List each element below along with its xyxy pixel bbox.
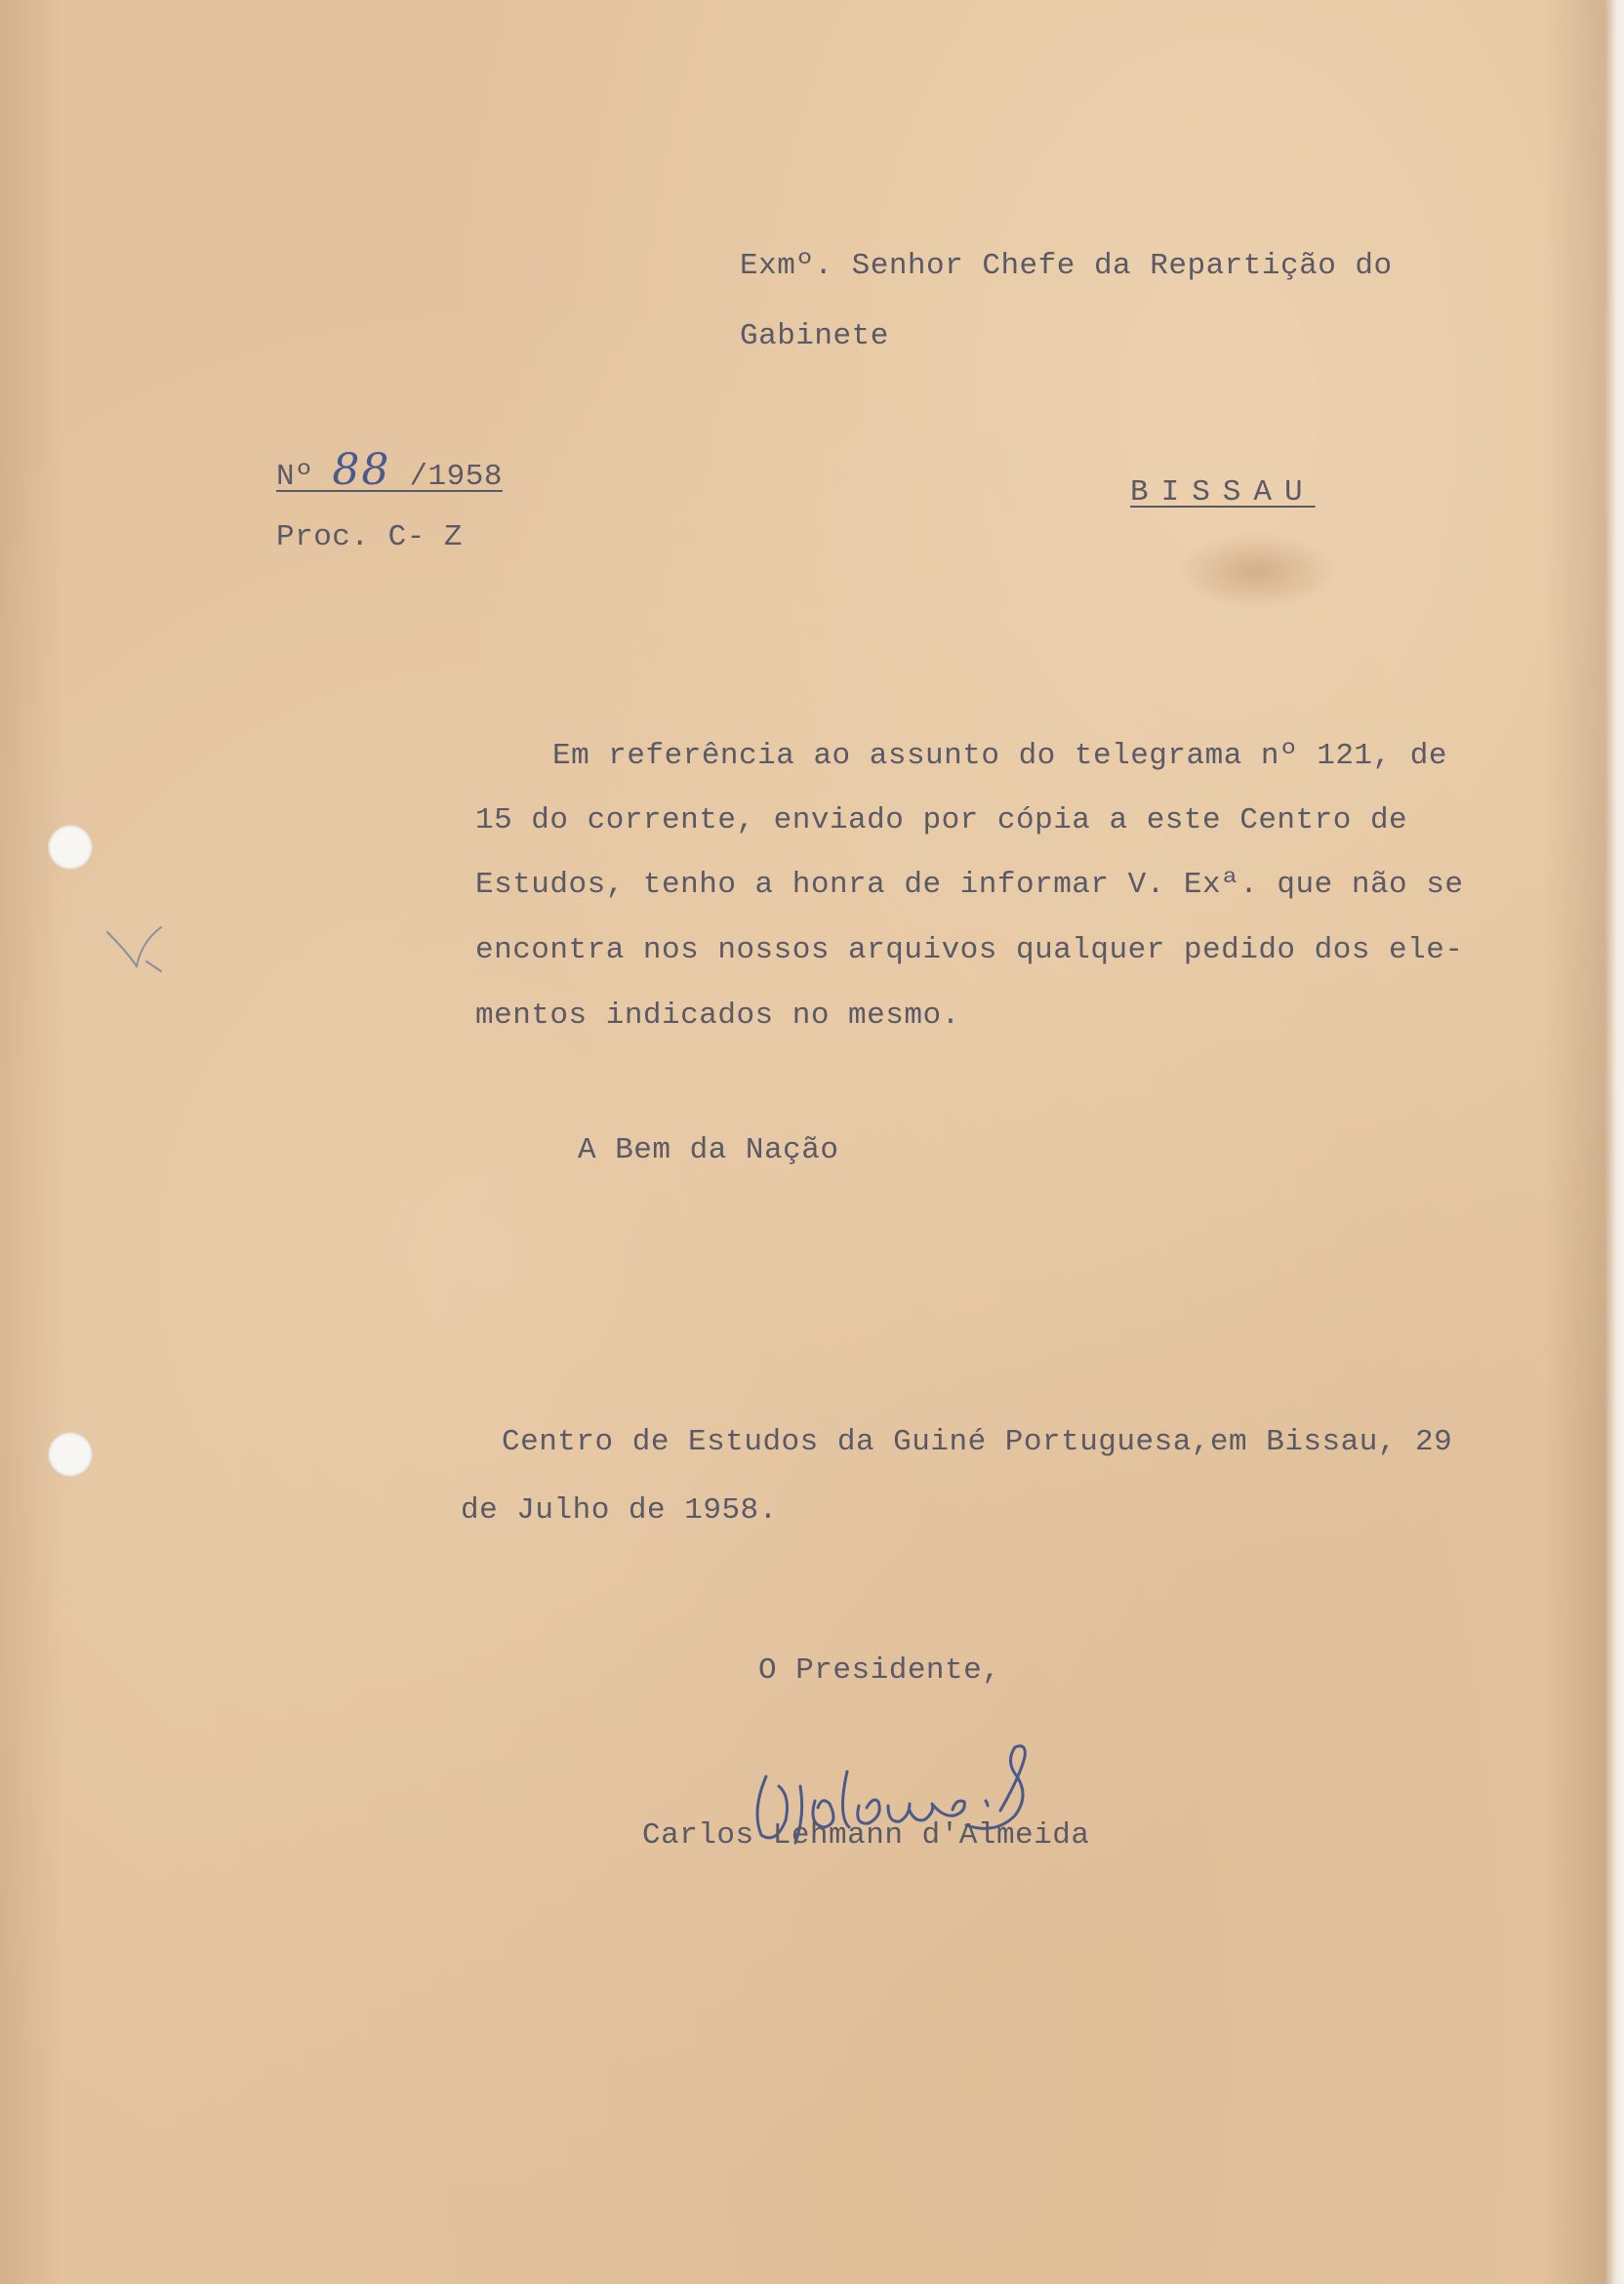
body-line-3: Estudos, tenho a honra de informar V. Exª. que não se — [475, 868, 1464, 902]
margin-check-mark — [102, 922, 171, 981]
reference-number — [276, 445, 503, 495]
signatory-title: O Presidente, — [758, 1653, 1001, 1688]
body-line-5: mentos indicados no mesmo. — [475, 999, 960, 1033]
salutation: A Bem da Nação — [578, 1133, 839, 1167]
paper-edge — [1604, 0, 1624, 2284]
reference-number-handwritten: 88 — [332, 445, 391, 495]
body-line-1: Em referência ao assunto do telegrama nº 121, de — [552, 739, 1447, 773]
process-reference: Proc. C- Z — [276, 520, 464, 554]
reference-number-prefix: Nº — [276, 460, 314, 494]
body-line-2: 15 do corrente, enviado por cópia a este Centro de — [475, 803, 1408, 837]
paper-stain — [1176, 532, 1337, 610]
signatory-name: Carlos Lehmann d'Almeida — [642, 1818, 1090, 1853]
place-date-line-2: de Julho de 1958. — [461, 1493, 778, 1528]
punch-hole-top — [48, 825, 93, 870]
addressee-line-2: Gabinete — [740, 319, 889, 353]
destination: BISSAU — [1130, 475, 1316, 510]
reference-number-year: /1958 — [409, 460, 503, 494]
body-line-4: encontra nos nossos arquivos qualquer pedido dos ele- — [475, 933, 1464, 967]
punch-hole-bottom — [48, 1432, 93, 1477]
place-date-line-1: Centro de Estudos da Guiné Portuguesa,em Bissau, 29 — [502, 1425, 1453, 1459]
addressee-line-1: Exmº. Senhor Chefe da Repartição do — [740, 249, 1393, 283]
